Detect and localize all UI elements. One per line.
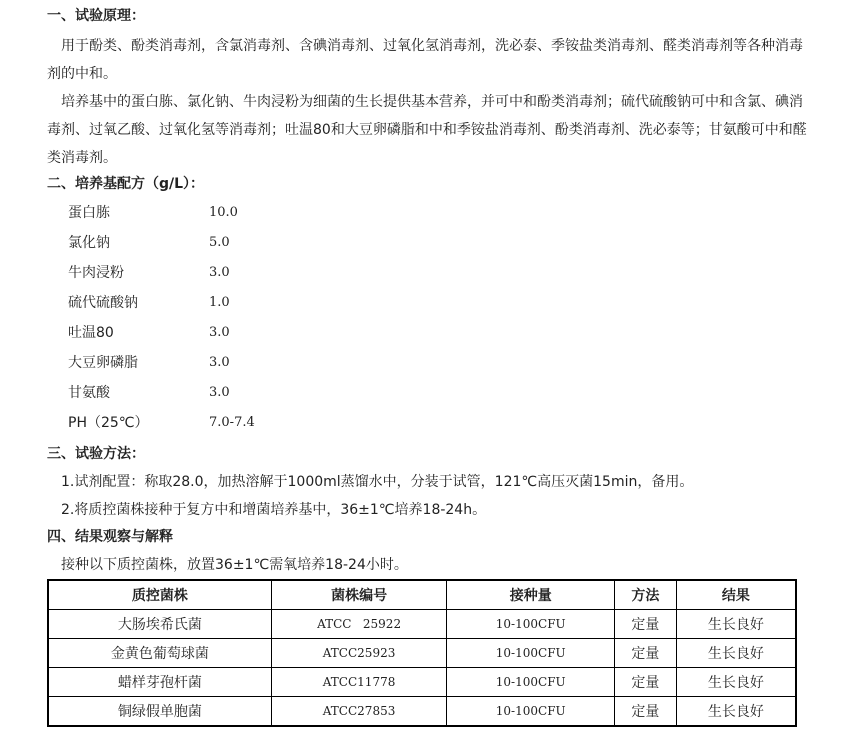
ingredient-value: 5.0 xyxy=(209,235,230,250)
section-1-paragraph-2 xyxy=(47,88,807,172)
ingredient-value: 3.0 xyxy=(209,355,230,370)
inoculum-cell: 10-100CFU xyxy=(447,639,615,668)
method-step-1: 1.试剂配置：称取28.0，加热溶解于1000ml蒸馏水中，分装于试管，121℃高压灭菌15min，备用。 xyxy=(61,474,694,490)
table-header-row xyxy=(48,580,796,610)
table-row xyxy=(48,610,796,639)
paragraph-text: 培养基中的蛋白胨、氯化钠、牛肉浸粉为细菌的生长提供基本营养，并可中和酚类消毒剂；硫代硫酸钠可中和含氯、碘消毒剂、过氧乙酸、过氧化氢等消毒剂；吐温80和大豆卵磷脂和中和季铵盐消毒剂、酚类消毒剂、洗必泰等；甘氨酸可中和醛类消毒剂。 xyxy=(47,94,807,166)
ingredient-name: 氯化钠 xyxy=(68,235,110,251)
section-2-heading: 二、培养基配方（g/L）： xyxy=(47,176,205,192)
method-step-2: 2.将质控菌株接种于复方中和增菌培养基中，36±1℃培养18-24h。 xyxy=(61,502,487,518)
inoculum-cell: 10-100CFU xyxy=(447,668,615,697)
strain-cell: 大肠埃希氏菌 xyxy=(48,610,271,639)
column-header-result: 结果 xyxy=(676,580,796,610)
table-row xyxy=(48,668,796,697)
ingredient-value: 3.0 xyxy=(209,325,230,340)
result-cell: 生长良好 xyxy=(676,668,796,697)
ingredient-value: 3.0 xyxy=(209,265,230,280)
strain-id-cell: ATCC27853 xyxy=(271,697,447,727)
section-3-heading: 三、试验方法： xyxy=(47,446,145,462)
column-header-inoculum: 接种量 xyxy=(447,580,615,610)
table-row xyxy=(48,697,796,727)
section-4-intro: 接种以下质控菌株，放置36±1℃需氧培养18-24小时。 xyxy=(61,557,408,573)
ingredient-value: 3.0 xyxy=(209,385,230,400)
section-4-heading: 四、结果观察与解释 xyxy=(47,529,173,545)
ingredient-name: 吐温80 xyxy=(68,325,114,341)
paragraph-text: 用于酚类、酚类消毒剂，含氯消毒剂、含碘消毒剂、过氧化氢消毒剂，洗必泰、季铵盐类消毒剂、醛类消毒剂等各种消毒剂的中和。 xyxy=(47,38,803,82)
ingredient-name: 蛋白胨 xyxy=(68,205,110,221)
ingredient-name: 牛肉浸粉 xyxy=(68,265,124,281)
method-cell: 定量 xyxy=(615,697,677,727)
result-cell: 生长良好 xyxy=(676,610,796,639)
ingredient-name: PH（25℃） xyxy=(68,415,149,431)
method-cell: 定量 xyxy=(615,668,677,697)
table-row xyxy=(48,639,796,668)
strain-cell: 金黄色葡萄球菌 xyxy=(48,639,271,668)
section-1-heading: 一、试验原理： xyxy=(47,8,145,24)
ingredient-name: 硫代硫酸钠 xyxy=(68,295,138,311)
result-cell: 生长良好 xyxy=(676,697,796,727)
column-header-strain: 质控菌株 xyxy=(48,580,271,610)
quality-control-table xyxy=(47,579,797,727)
column-header-strain-id: 菌株编号 xyxy=(271,580,447,610)
ingredient-name: 甘氨酸 xyxy=(68,385,110,401)
strain-id-cell: ATCC 25922 xyxy=(271,610,447,639)
method-cell: 定量 xyxy=(615,610,677,639)
inoculum-cell: 10-100CFU xyxy=(447,610,615,639)
result-cell: 生长良好 xyxy=(676,639,796,668)
strain-cell: 蜡样芽孢杆菌 xyxy=(48,668,271,697)
ingredient-value: 10.0 xyxy=(209,205,238,220)
column-header-method: 方法 xyxy=(615,580,677,610)
section-1-paragraph-1 xyxy=(47,32,807,88)
ingredient-value: 1.0 xyxy=(209,295,230,310)
strain-id-cell: ATCC11778 xyxy=(271,668,447,697)
ingredient-name: 大豆卵磷脂 xyxy=(68,355,138,371)
ingredient-value: 7.0-7.4 xyxy=(209,415,255,430)
strain-id-cell: ATCC25923 xyxy=(271,639,447,668)
method-cell: 定量 xyxy=(615,639,677,668)
inoculum-cell: 10-100CFU xyxy=(447,697,615,727)
strain-cell: 铜绿假单胞菌 xyxy=(48,697,271,727)
